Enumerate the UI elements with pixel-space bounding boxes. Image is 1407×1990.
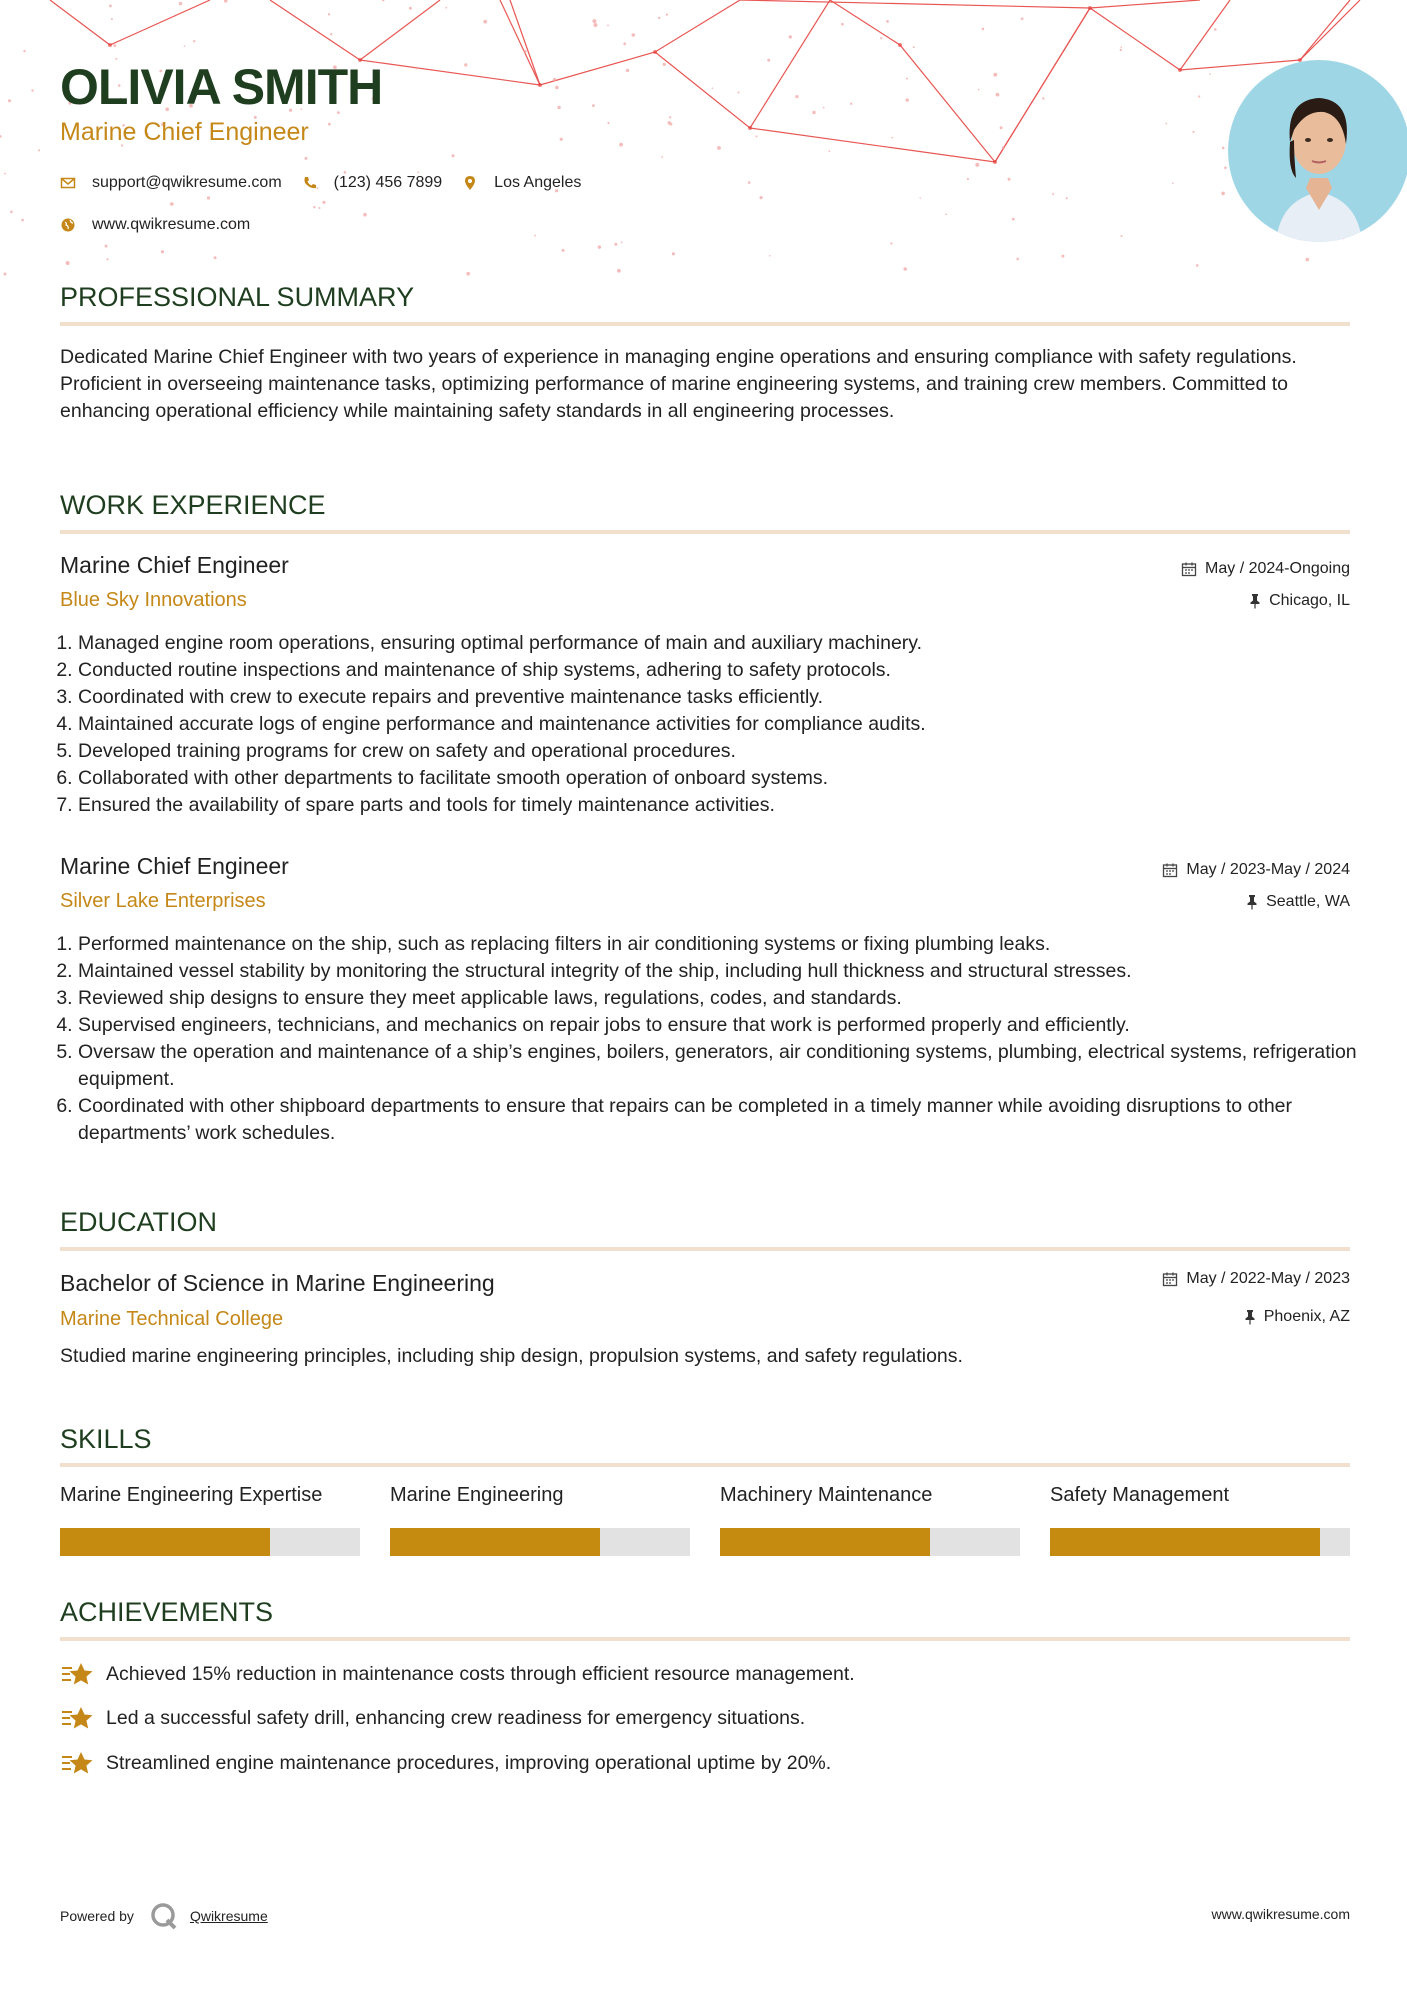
pattern-dot (328, 13, 330, 15)
pattern-dot (594, 23, 598, 27)
pattern-dot (913, 46, 915, 48)
pattern-dot (1214, 28, 1217, 31)
pattern-dot (214, 256, 217, 259)
pattern-dot (945, 214, 947, 216)
pattern-dot (1061, 255, 1064, 258)
education-dates (1162, 1270, 1350, 1288)
achievement-text: Achieved 15% reduction in maintenance costs through efficient resource management. (106, 1662, 855, 1685)
pattern-dot (592, 104, 595, 107)
avatar (1228, 60, 1407, 242)
pattern-dot (619, 143, 623, 147)
pattern-dot (1221, 192, 1225, 196)
pattern-dot (738, 92, 740, 94)
bullet-item: 7. Ensured the availability of spare parts and tools for timely maintenance activities. (78, 792, 1368, 819)
pattern-dot (464, 63, 467, 66)
bullet-item: 3. Reviewed ship designs to ensure they meet applicable laws, regulations, codes, and standards. (78, 985, 1368, 1012)
skill-item (390, 1484, 690, 1556)
job-2-company: Silver Lake Enterprises (60, 890, 266, 912)
job-2-location (1246, 893, 1350, 911)
pattern-dot (669, 116, 671, 118)
pattern-dot (903, 267, 907, 271)
pattern-dot (760, 196, 763, 199)
pattern-dot (617, 269, 621, 273)
pattern-dot (66, 261, 70, 265)
pattern-dot (850, 103, 852, 105)
skills-heading: SKILLS (60, 1424, 152, 1454)
pattern-dot (113, 44, 116, 47)
skill-label: Marine Engineering Expertise (60, 1484, 323, 1506)
pattern-dot (416, 67, 419, 70)
pattern-dot (1347, 3, 1349, 5)
job-1-role: Marine Chief Engineer (60, 552, 289, 578)
pattern-dot (607, 24, 609, 26)
pattern-dot (322, 201, 325, 204)
bullet-item: 6. Collaborated with other departments to facilitate smooth operation of onboard systems. (78, 765, 1368, 792)
section-divider (60, 1247, 1350, 1251)
education-location (1244, 1308, 1350, 1326)
pattern-dot (363, 213, 367, 217)
pattern-dot (1008, 178, 1011, 181)
pattern-dot (109, 5, 112, 8)
pattern-dot (224, 0, 228, 3)
pattern-dot (106, 258, 108, 260)
contact-phone[interactable] (302, 174, 443, 192)
job-1-dates (1181, 560, 1350, 578)
pattern-dot (1016, 258, 1019, 261)
phone-icon (302, 175, 318, 191)
pattern-dot (1012, 218, 1015, 221)
job-1-location-text: Chicago, IL (1269, 592, 1350, 609)
pattern-dot (1198, 95, 1200, 97)
pattern-dot (890, 242, 892, 244)
skill-bar-fill (1050, 1528, 1320, 1556)
pattern-dot (10, 211, 13, 214)
pattern-dot (4, 273, 7, 276)
skill-bar (60, 1528, 360, 1556)
pattern-dot (661, 156, 663, 158)
pattern-dot (748, 181, 751, 184)
pushpin-icon (1246, 894, 1258, 910)
pattern-dot (21, 219, 24, 222)
bullet-item: 4. Maintained accurate logs of engine performance and maintenance activities for compliance audits. (78, 711, 1368, 738)
brand-link[interactable]: Qwikresume (189, 1908, 268, 1924)
pattern-dot (672, 252, 675, 255)
candidate-name: OLIVIA SMITH (60, 59, 383, 115)
pattern-dot (886, 20, 889, 23)
pattern-dot (996, 93, 1000, 97)
envelope-icon (60, 175, 76, 191)
pattern-dot (767, 59, 770, 62)
pushpin-icon (1249, 593, 1261, 609)
pattern-dot (975, 163, 979, 167)
pattern-dot (1222, 147, 1225, 150)
job-2-dates (1162, 861, 1350, 879)
skill-label: Marine Engineering (390, 1484, 564, 1506)
job-1-bullets (60, 630, 1368, 819)
skill-bar (720, 1528, 1020, 1556)
powered-by-text: Powered by (60, 1908, 134, 1924)
pattern-dot (560, 138, 563, 141)
contact-email[interactable] (60, 174, 282, 192)
pattern-dot (207, 196, 210, 199)
pattern-dot (1002, 146, 1005, 149)
pattern-dot (1121, 235, 1123, 237)
phone-text: (123) 456 7899 (333, 174, 443, 191)
skill-bar-fill (60, 1528, 270, 1556)
job-2-dates-text: May / 2023-May / 2024 (1186, 861, 1350, 878)
pattern-dot (828, 150, 830, 152)
skill-bar-fill (390, 1528, 600, 1556)
pattern-dot (382, 0, 385, 1)
pattern-dot (328, 123, 331, 126)
pattern-dot (313, 206, 315, 208)
pattern-dot (170, 202, 174, 206)
education-dates-text: May / 2022-May / 2023 (1186, 1270, 1350, 1287)
globe-icon (60, 217, 76, 233)
pattern-dot (452, 154, 455, 157)
pattern-dot (978, 89, 980, 91)
pattern-dot (184, 45, 186, 47)
pattern-dot (330, 33, 332, 35)
star-achievement-icon (60, 1749, 94, 1777)
achievement-text: Streamlined engine maintenance procedures, improving operational uptime by 20%. (106, 1751, 832, 1774)
pattern-dot (1021, 17, 1024, 20)
pattern-dot (598, 245, 601, 248)
job-2-role: Marine Chief Engineer (60, 853, 289, 879)
pattern-dot (891, 137, 893, 139)
calendar-icon (1162, 862, 1178, 878)
achievement-item (60, 1660, 855, 1688)
job-1-dates-text: May / 2024-Ongoing (1205, 560, 1350, 577)
pattern-dot (607, 122, 609, 124)
section-divider (60, 1637, 1350, 1641)
pattern-dot (841, 23, 844, 26)
pattern-dot (712, 87, 714, 89)
pattern-dot (161, 250, 164, 253)
skill-item (60, 1484, 360, 1556)
map-pin-icon (462, 175, 478, 191)
pattern-dot (621, 242, 623, 244)
pattern-dot (666, 14, 668, 16)
achievement-item (60, 1704, 805, 1732)
pattern-dot (1052, 193, 1054, 195)
pattern-dot (1066, 197, 1068, 199)
pattern-dot (553, 78, 556, 81)
pattern-dot (669, 123, 672, 126)
candidate-title: Marine Chief Engineer (60, 118, 309, 146)
pattern-dot (38, 149, 40, 151)
education-description: Studied marine engineering principles, including ship design, propulsion systems, and safety regulations. (60, 1345, 963, 1367)
pattern-dot (1306, 258, 1310, 262)
pattern-dot (1000, 126, 1003, 129)
pushpin-icon (1244, 1309, 1256, 1325)
pattern-dot (919, 197, 921, 199)
profile-photo (1228, 60, 1407, 242)
skill-item (1050, 1484, 1350, 1556)
pattern-dot (1209, 73, 1211, 75)
pattern-dot (179, 2, 182, 5)
achievements-heading: ACHIEVEMENTS (60, 1597, 274, 1627)
pattern-dot (1120, 46, 1122, 48)
website-text: www.qwikresume.com (92, 216, 251, 233)
calendar-icon (1181, 561, 1197, 577)
footer-website[interactable]: www.qwikresume.com (1211, 1906, 1350, 1922)
pattern-dot (466, 272, 470, 276)
skill-bar (390, 1528, 690, 1556)
pattern-dot (417, 171, 419, 173)
pattern-dot (1172, 182, 1174, 184)
skill-item (720, 1484, 1020, 1556)
job-1-company: Blue Sky Innovations (60, 589, 247, 611)
pattern-dot (524, 50, 527, 53)
calendar-icon (1162, 1271, 1178, 1287)
bullet-item: 5. Oversaw the operation and maintenance of a ship’s engines, boilers, generators, air conditioning systems, plumbing, electrical systems, refrigeration equipment. (78, 1039, 1368, 1093)
bullet-item: 1. Performed maintenance on the ship, such as replacing filters in air conditioning systems or fixing plumbing leaks. (78, 931, 1368, 958)
bullet-item: 1. Managed engine room operations, ensuring optimal performance of main and auxiliary machinery. (78, 630, 1368, 657)
pattern-dot (111, 18, 113, 20)
footer-powered-by (60, 1900, 268, 1932)
pattern-dot (409, 7, 412, 10)
job-1-location (1249, 592, 1350, 610)
education-school: Marine Technical College (60, 1308, 284, 1330)
pattern-dot (626, 69, 629, 72)
pattern-dot (623, 42, 626, 45)
pattern-dot (557, 106, 560, 109)
skill-label: Safety Management (1050, 1484, 1229, 1506)
bullet-item: 3. Coordinated with crew to execute repairs and preventive maintenance tasks efficiently. (78, 684, 1368, 711)
qwikresume-logo-icon (148, 1900, 180, 1932)
pattern-dot (105, 245, 108, 248)
pattern-dot (663, 63, 666, 66)
pattern-dot (555, 86, 559, 90)
pattern-dot (1120, 49, 1122, 51)
header-network-pattern (0, 0, 1407, 330)
summary-text: Dedicated Marine Chief Engineer with two years of experience in managing engine operations and ensuring compliance with safety regulations. Proficient in overseeing maintenance tasks, optimizing performance of marine engineering systems, and training crew members. Committed to enhancing operational efficiency while maintaining safety standards in all engineering processes. (60, 346, 1297, 422)
achievement-item (60, 1749, 831, 1777)
bullet-item: 4. Supervised engineers, technicians, and mechanics on repair jobs to ensure that work is performed properly and efficiently. (78, 1012, 1368, 1039)
pattern-dot (445, 7, 447, 9)
pattern-dot (789, 35, 792, 38)
star-achievement-icon (60, 1660, 94, 1688)
contact-row (60, 174, 601, 192)
pattern-dot (812, 111, 815, 114)
section-divider (60, 322, 1350, 326)
pattern-dot (632, 33, 636, 37)
bullet-item: 2. Conducted routine inspections and maintenance of ship systems, adhering to safety protocols. (78, 657, 1368, 684)
pattern-dot (562, 249, 565, 252)
pattern-dot (305, 157, 308, 160)
contact-location (462, 174, 581, 192)
pattern-dot (769, 255, 771, 257)
skill-bar (1050, 1528, 1350, 1556)
email-text: support@qwikresume.com (92, 174, 282, 191)
pattern-dot (1042, 97, 1044, 99)
pattern-dot (483, 20, 487, 24)
pattern-dot (23, 50, 25, 52)
pattern-dot (319, 207, 321, 209)
pattern-dot (906, 98, 909, 101)
education-degree: Bachelor of Science in Marine Engineering (60, 1270, 495, 1296)
section-divider (60, 1463, 1350, 1467)
pattern-dot (658, 17, 660, 19)
bullet-item: 5. Developed training programs for crew on safety and operational procedures. (78, 738, 1368, 765)
contact-row-2 (60, 216, 270, 234)
education-location-text: Phoenix, AZ (1263, 1308, 1350, 1325)
skill-label: Machinery Maintenance (720, 1484, 933, 1506)
pattern-dot (1193, 131, 1195, 133)
job-2-bullets (60, 931, 1368, 1147)
pattern-dot (982, 28, 985, 31)
contact-website[interactable] (60, 216, 250, 234)
pattern-dot (967, 178, 969, 180)
job-2-location-text: Seattle, WA (1266, 893, 1350, 910)
pattern-dot (8, 99, 11, 102)
achievement-text: Led a successful safety drill, enhancing crew readiness for emergency situations. (106, 1706, 806, 1729)
pattern-dot (193, 40, 195, 42)
pattern-dot (1196, 264, 1199, 267)
pattern-dot (31, 89, 33, 91)
pattern-dot (1165, 123, 1167, 125)
bullet-item: 6. Coordinated with other shipboard departments to ensure that repairs can be completed in a timely manner while avoiding disruptions to other departments’ work schedules. (78, 1093, 1368, 1147)
pattern-dot (756, 135, 758, 137)
pattern-dot (906, 78, 908, 80)
pattern-dot (823, 107, 825, 109)
location-text: Los Angeles (494, 174, 582, 191)
experience-heading: WORK EXPERIENCE (60, 490, 326, 520)
pattern-dot (795, 95, 798, 98)
pattern-dot (993, 73, 997, 77)
education-heading: EDUCATION (60, 1207, 218, 1237)
pattern-dot (534, 235, 536, 237)
bullet-item: 2. Maintained vessel stability by monitoring the structural integrity of the ship, including hull thickness and structural stresses. (78, 958, 1368, 985)
pattern-dot (592, 19, 596, 23)
pattern-dot (0, 135, 2, 138)
pattern-dot (4, 173, 6, 175)
pattern-dot (880, 37, 882, 39)
skill-bar-fill (720, 1528, 930, 1556)
pattern-dot (614, 243, 617, 246)
star-achievement-icon (60, 1704, 94, 1732)
summary-heading: PROFESSIONAL SUMMARY (60, 282, 415, 312)
section-divider (60, 530, 1350, 534)
pattern-dot (717, 146, 721, 150)
pattern-dot (1224, 167, 1227, 170)
